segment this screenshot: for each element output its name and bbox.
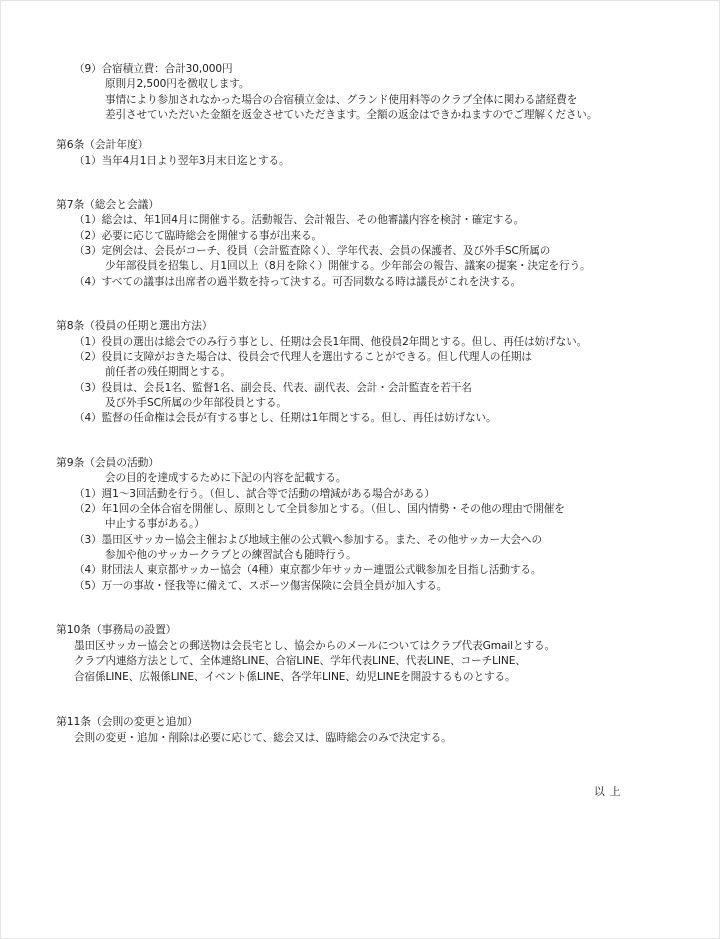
article-line: （2）年1回の全体合宿を開催し、原則として全員参加とする。（但し、国内情勢・その他の理由で開催を [74,503,565,515]
article-heading: 第11条（会則の変更と追加） [56,715,198,728]
article-line: 墨田区サッカー協会との郵送物は会長宅とし、協会からのメールについてはクラブ代表Gmailとする。 [74,640,555,652]
article-line: 会の目的を達成するために下記の内容を記載する。 [105,472,347,484]
article-line: 少年部役員を招集し、月1回以上（8月を除く）開催する。少年部会の報告、議案の提案・決定を行う。 [105,260,591,272]
article-line: （3）役員は、会長1名、監督1名、副会長、代表、副代表、会計・会計監査を若干名 [74,382,472,394]
article-line: （4）財団法人 東京都サッカー協会（4種）東京都少年サッカー連盟公式戦参加を目指し活動する。 [74,564,542,576]
intro-line: （9）合宿積立費：合計30,000円 [74,63,233,75]
article-line: クラブ内連絡方法として、全体連絡LINE、合宿LINE、学年代表LINE、代表LINE、コーチLINE、 [74,655,526,667]
article-line: （3）定例会は、会長がコーチ、役員（会計監査除く）、学年代表、会員の保護者、及び外手SC所属の [74,245,551,257]
article-line: 会則の変更・追加・削除は必要に応じて、総会又は、臨時総会のみで決定する。 [74,732,452,744]
intro-line: 差引させていただいた金額を返金させていただきます。全額の返金はできかねますのでご理解ください。 [105,109,598,121]
article-line: （5）万一の事故・怪我等に備えて、スポーツ傷害保険に会員全員が加入する。 [74,580,448,592]
article-heading: 第6条（会計年度） [56,138,149,151]
article-line: 参加や他のサッカークラブとの練習試合も随時行う。 [105,549,357,561]
article-line: （2）必要に応じて臨時総会を開催する事が出来る。 [74,230,322,242]
article-line: （4）監督の任命権は会長が有する事とし、任期は1年間とする。但し、再任は妨げない。 [74,412,497,424]
article-heading: 第7条（総会と会議） [56,198,160,211]
intro-line: 原則月2,500円を徴収します。 [105,78,250,90]
article-line: （2）役員に支障がおきた場合は、役員会で代理人を選出することができる。但し代理人の任期は [74,351,532,363]
article-line: （1）当年4月1日より翌年3月末日迄とする。 [74,155,290,167]
article-line: （3）墨田区サッカー協会主催および地域主催の公式戦へ参加する。また、その他サッカー大会への [74,534,542,546]
article-heading: 第10条（事務局の設置） [56,623,177,636]
intro-line: 事情により参加されなかった場合の合宿積立金は、グランド使用料等のクラブ全体に関わる諸経費を [105,94,578,106]
article-line: （1）総会は、年1回4月に開催する。活動報告、会計報告、その他審議内容を検討・確定する。 [74,214,525,226]
article-heading: 第8条（役員の任期と選出方法） [56,319,213,332]
article-line: 中止する事がある。） [105,518,205,530]
article-line: （1）週1～3回活動を行う。（但し、試合等で活動の増減がある場合がある） [74,488,435,500]
closing-mark: 以上 [594,785,626,798]
article-line: 前任者の残任期間とする。 [105,366,231,378]
article-line: （1）役員の選出は総会でのみ行う事とし、任期は会長1年間、他役員2年間とする。但し、再任は妨げない。 [74,336,588,348]
article-line: 及び外手SC所属の少年部役員とする。 [105,397,287,409]
article-line: （4）すべての議事は出席者の過半数を持って決する。可否同数なる時は議長がこれを決する。 [74,276,522,288]
article-heading: 第9条（会員の活動） [56,456,160,469]
article-line: 合宿係LINE、広報係LINE、イベント係LINE、各学年LINE、幼児LINEを開設するものとする。 [74,671,516,683]
